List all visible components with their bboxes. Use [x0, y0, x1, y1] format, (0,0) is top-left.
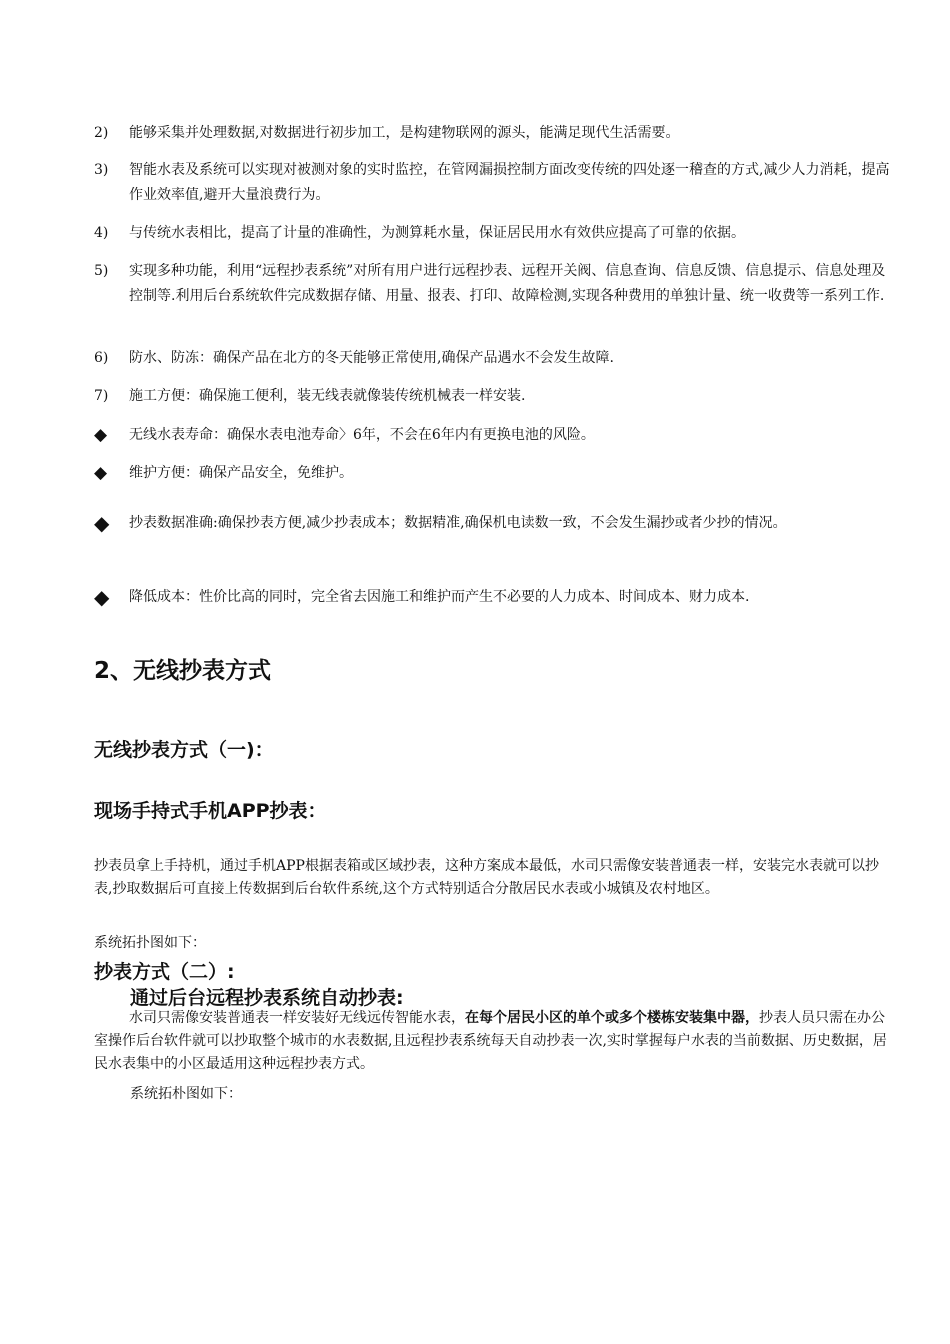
bullet-item [94, 583, 894, 611]
method2-title: 抄表方式（二）: [94, 961, 235, 983]
list-text: 防水、防冻：确保产品在北方的冬天能够正常使用,确保产品遇水不会发生故障. [129, 350, 614, 366]
bullet-text: 抄表数据准确:确保抄表方便,减少抄表成本；数据精准,确保机电读数一致，不会发生漏抄或者少抄的情况。 [129, 515, 787, 531]
method2-subtitle: 通过后台远程抄表系统自动抄表: [130, 987, 404, 1009]
bullet-text: 降低成本：性价比高的同时，完全省去因施工和维护而产生不必要的人力成本、时间成本、财力成本. [129, 589, 750, 605]
method2-topology-label: 系统拓朴图如下： [130, 1086, 242, 1102]
bullet-item [94, 423, 894, 448]
list-item [94, 384, 894, 409]
section-heading: 2、无线抄表方式 [94, 658, 272, 684]
method2-text-end: 抄表人员只需在办公室操作后台软件就可以抄取整个城市的水表数据,且远程抄表系统每天自动抄表一次,实时掌握每户水表的当前数据、历史数据，居民水表集中的小区最适用这种远程抄表方式。 [94, 1010, 887, 1072]
method1-subtitle: 现场手持式手机APP抄表： [94, 800, 327, 822]
list-item [94, 346, 894, 371]
list-text: 能够采集并处理数据,对数据进行初步加工，是构建物联网的源头，能满足现代生活需要。 [129, 125, 680, 141]
list-marker: 6) [94, 350, 109, 366]
bullet-item [94, 461, 894, 486]
method2-text-start: 水司只需像安装普通表一样安装好无线远传智能水表， [129, 1010, 465, 1026]
bullet-text: 无线水表寿命：确保水表电池寿命〉6年，不会在6年内有更换电池的风险。 [129, 427, 595, 443]
method1-paragraph: 抄表员拿上手持机，通过手机APP根据表箱或区域抄表，这种方案成本最低，水司只需像安装普通表一样，安装完水表就可以抄表,抄取数据后可直接上传数据到后台软件系统,这个方式特别适合分散居民水表或小城镇及农村地区。 [94, 858, 879, 897]
method1-topology-label: 系统拓扑图如下： [94, 935, 206, 951]
bullet-item [94, 509, 894, 537]
bullet-text: 维护方便：确保产品安全，免维护。 [129, 465, 353, 481]
list-marker: 5) [94, 263, 109, 279]
method2-paragraph [94, 1007, 894, 1076]
list-marker: 3) [94, 162, 109, 178]
list-item [94, 221, 894, 246]
diamond-bullet-icon: ◆ [94, 463, 108, 483]
list-marker: 4) [94, 225, 109, 241]
list-text: 施工方便：确保施工便利，装无线表就像装传统机械表一样安装. [129, 388, 526, 404]
method1-title: 无线抄表方式（一)： [94, 739, 274, 761]
diamond-bullet-icon: ◆ [94, 511, 110, 535]
list-item [94, 158, 894, 208]
list-marker: 2) [94, 125, 109, 141]
list-text: 智能水表及系统可以实现对被测对象的实时监控，在管网漏损控制方面改变传统的四处逐一稽查的方式,减少人力消耗，提高作业效率值,避开大量浪费行为。 [129, 162, 890, 203]
list-text: 实现多种功能，利用“远程抄表系统”对所有用户进行远程抄表、远程开关阀、信息查询、信息反馈、信息提示、信息处理及控制等.利用后台系统软件完成数据存储、用量、报表、打印、故障检测,实现各种费用的单独计量、统一收费等一系列工作. [129, 263, 886, 304]
diamond-bullet-icon: ◆ [94, 585, 110, 609]
method2-text-bold: 在每个居民小区的单个或多个楼栋安装集中器， [465, 1010, 759, 1026]
list-marker: 7) [94, 388, 109, 404]
list-item [94, 121, 894, 146]
list-text: 与传统水表相比，提高了计量的准确性，为测算耗水量，保证居民用水有效供应提高了可靠的依据。 [129, 225, 745, 241]
diamond-bullet-icon: ◆ [94, 425, 108, 445]
list-item [94, 259, 894, 309]
